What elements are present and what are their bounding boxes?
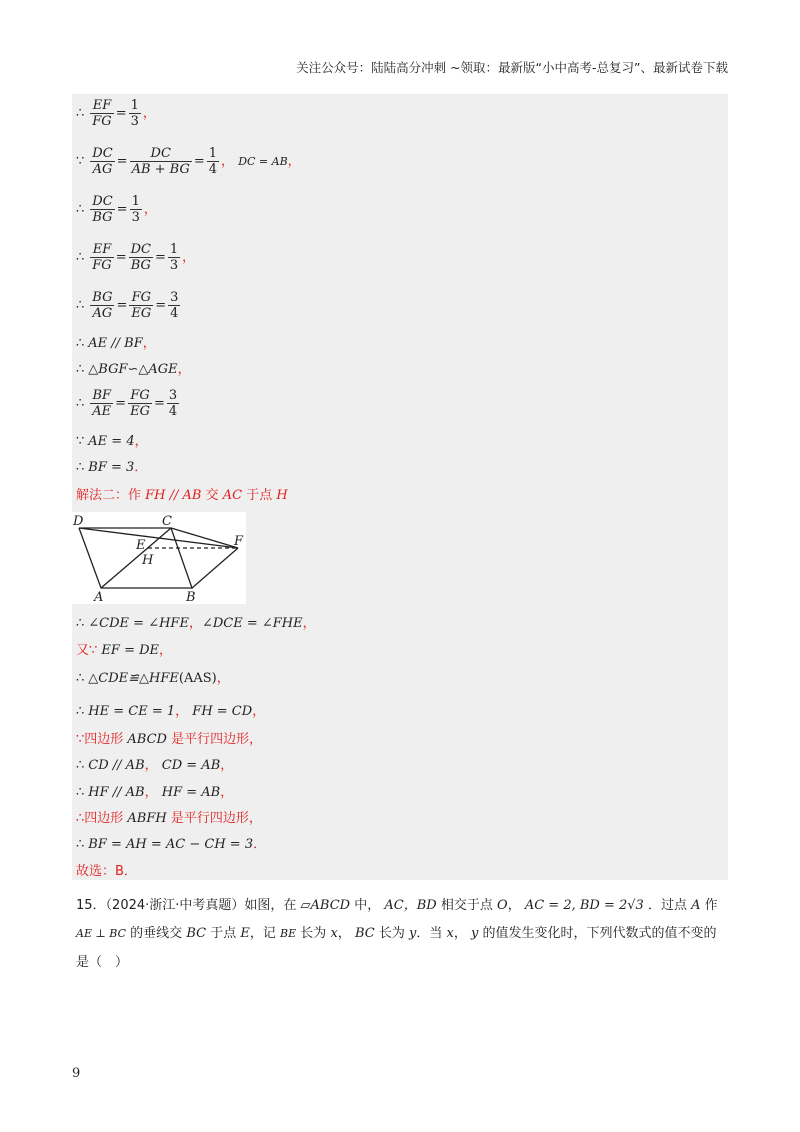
sol1-line-8: ∴ $\frac{BF}{AE}$ = $\frac{FG}{EG}$ = $\frac{3}{4}$ (76, 388, 178, 419)
sol1-line-7: ∴ △BGF∽△AGE， (76, 362, 191, 377)
label-a: A (94, 590, 104, 604)
sol1-line-4: ∴ $\frac{EF}{FG}$ = $\frac{DC}{BG}$ = $\frac{1}{3}$ ， (76, 242, 196, 273)
question-15-line-3: 是（ ） (76, 955, 129, 970)
sol1-line-5: ∴ $\frac{BG}{AG}$ = $\frac{FG}{EG}$ = $\frac{3}{4}$ (76, 290, 179, 321)
sol2-line-1: ∴ ∠CDE = ∠HFE，∠DCE = ∠FHE， (76, 616, 316, 631)
page-header: 关注公众号：陆陆高分冲刺 ~领取：最新版“小中高考-总复习”、最新试卷下载 (296, 60, 728, 75)
sol2-line-7: ∴ HF // AB， HF = AB， (76, 785, 234, 800)
page-number: 9 (72, 1066, 81, 1081)
sol1-line-1: ∴ $\frac{EF}{FG}$ = $\frac{1}{3}$ ， (76, 98, 156, 129)
sol2-line-5: ∵四边形 ABCD 是平行四边形， (76, 732, 263, 747)
sol2-line-6: ∴ CD // AB， CD = AB， (76, 758, 234, 773)
label-c: C (162, 514, 172, 529)
label-d: D (73, 514, 84, 529)
question-15-line-1: 15．（2024·浙江·中考真题）如图，在 ▱ABCD 中， AC，BD 相交于点 O， AC = 2, BD = 2√3 ．过点 A 作 (76, 898, 718, 913)
segment-cf (171, 528, 238, 548)
sol1-line-2: ∵ $\frac{DC}{AG}$ = $\frac{DC}{AB + BG}$ = $\frac{1}{4}$ ， DC = AB， (76, 146, 301, 177)
sol2-line-4: ∴ HE = CE = 1， FH = CD， (76, 704, 266, 719)
sol1-line-10: ∴ BF = 3． (76, 460, 148, 475)
sol2-line-2: 又∵ EF = DE， (76, 643, 173, 658)
sol1-line-9: ∵ AE = 4， (76, 434, 148, 449)
sol2-line-8: ∴四边形 ABFH 是平行四边形， (76, 811, 262, 826)
label-b: B (186, 590, 196, 604)
segment-fb (192, 548, 238, 588)
question-15-line-2: AE ⊥ BC 的垂线交 BC 于点 E，记 BE 长为 x， BC 长为 y．当 x， y 的值发生变化时，下列代数式的值不变的 (76, 926, 717, 941)
sol1-line-3: ∴ $\frac{DC}{BG}$ = $\frac{1}{3}$ ， (76, 194, 157, 225)
sol2-title: 解法二：作 FH // AB 交 AC 于点 H (76, 488, 288, 503)
sol2-line-3: ∴ △CDE≌△HFE(AAS)， (76, 671, 230, 686)
sol1-line-6: ∴ AE // BF， (76, 336, 156, 351)
sol2-line-9: ∴ BF = AH = AC − CH = 3． (76, 837, 267, 852)
label-e: E (136, 538, 146, 553)
diagonal-ac (101, 528, 171, 588)
label-f: F (234, 534, 244, 549)
label-h: H (142, 553, 154, 568)
parallelogram-diagram (72, 512, 246, 604)
parallelogram-figure (72, 512, 246, 604)
answer-line: 故选：B． (76, 864, 137, 879)
